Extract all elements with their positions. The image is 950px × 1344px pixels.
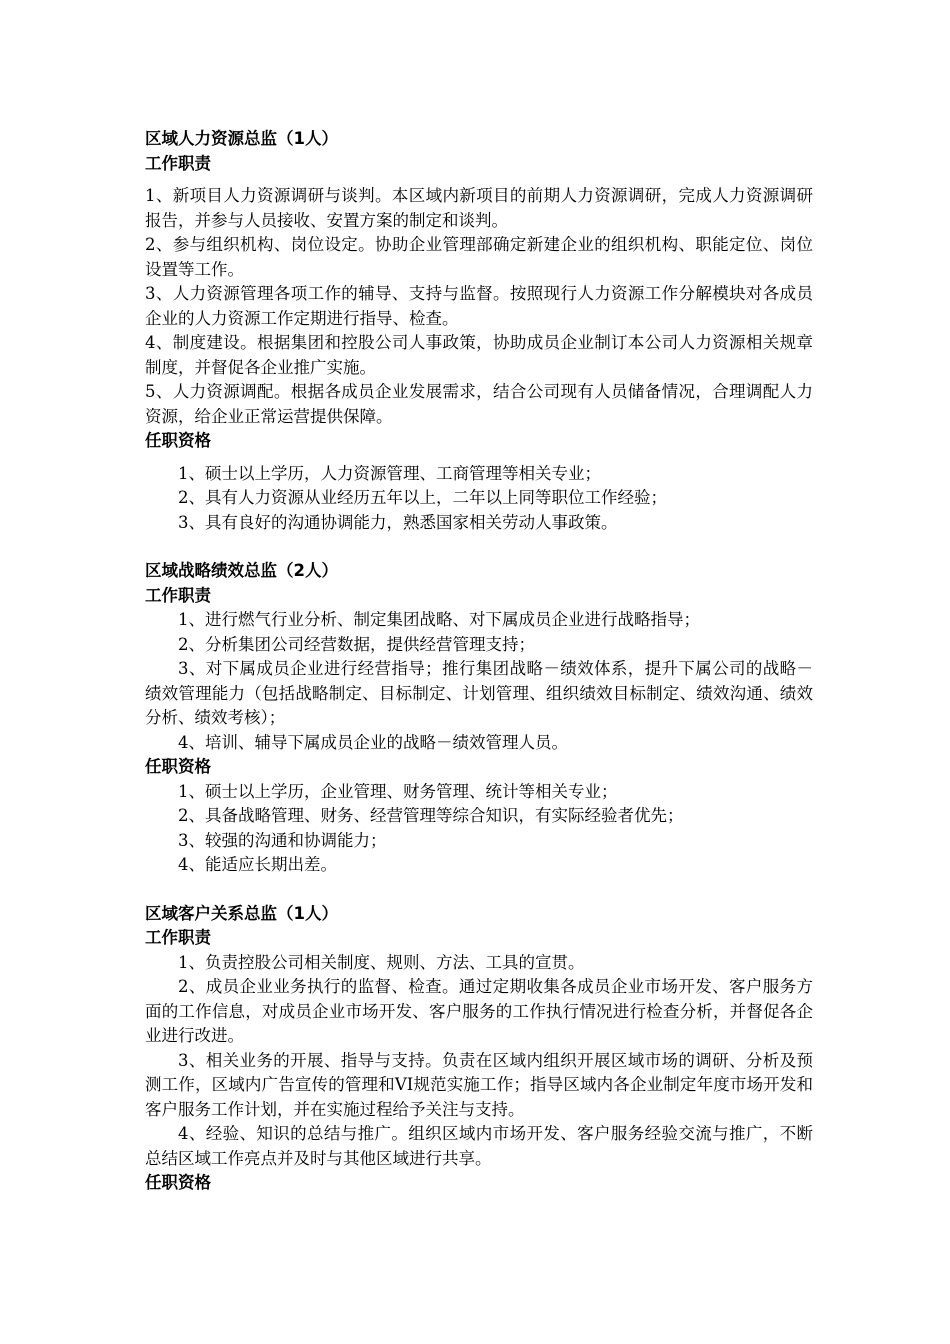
duty-item: 1、负责控股公司相关制度、规则、方法、工具的宣贯。 (178, 952, 585, 972)
qual-heading: 任职资格 (145, 757, 211, 776)
duty-item: 2、成员企业业务执行的监督、检查。通过定期收集各成员企业市场开发、客户服务方面的工作信息，对成员企业市场开发、客户服务的工作执行情况进行检查分析，并督促各企业进行改进。 (145, 977, 813, 1045)
duty-item: 2、分析集团公司经营数据，提供经营管理支持； (178, 634, 535, 654)
qual-item: 3、具有良好的沟通协调能力，熟悉国家相关劳动人事政策。 (178, 512, 618, 532)
duty-item: 5、人力资源调配。根据各成员企业发展需求，结合公司现有人员储备情况，合理调配人力资源，给企业正常运营提供保障。 (145, 382, 813, 426)
duty-item: 2、参与组织机构、岗位设定。协助企业管理部确定新建企业的组织机构、职能定位、岗位设置等工作。 (145, 235, 813, 279)
qual-item: 2、具备战略管理、财务、经营管理等综合知识，有实际经验者优先； (178, 806, 684, 825)
duty-item: 4、培训、辅导下属成员企业的战略－绩效管理人员。 (178, 732, 568, 752)
section-title: 区域战略绩效总监（2人） (145, 561, 338, 580)
section-customer-director (145, 902, 813, 1196)
qual-item: 3、较强的沟通和协调能力； (178, 830, 387, 850)
section-strategy-director (145, 559, 813, 878)
duty-item: 4、制度建设。根据集团和控股公司人事政策，协助成员企业制订本公司人力资源相关规章制度，并督促各企业推广实施。 (145, 333, 813, 377)
qual-item: 2、具有人力资源从业经历五年以上，二年以上同等职位工作经验； (178, 488, 667, 507)
duties-heading: 工作职责 (145, 153, 211, 173)
duty-item: 3、人力资源管理各项工作的辅导、支持与监督。按照现行人力资源工作分解模块对各成员企业的人力资源工作定期进行指导、检查。 (145, 284, 813, 328)
section-title: 区域客户关系总监（1人） (145, 903, 338, 923)
qual-item: 1、硕士以上学历，企业管理、财务管理、统计等相关专业； (178, 781, 618, 801)
qual-item: 4、能适应长期出差。 (178, 855, 337, 874)
qual-heading: 任职资格 (145, 1173, 211, 1192)
qual-item: 1、硕士以上学历，人力资源管理、工商管理等相关专业； (178, 463, 601, 483)
duty-item: 3、相关业务的开展、指导与支持。负责在区域内组织开展区域市场的调研、分析及预测工作，区域内广告宣传的管理和VI规范实施工作；指导区域内各企业制定年度市场开发和客户服务工作计划，并在实施过程给予关注与支持。 (145, 1050, 813, 1119)
qual-heading: 任职资格 (145, 431, 211, 450)
duty-item: 3、对下属成员企业进行经营指导；推行集团战略－绩效体系，提升下属公司的战略－绩效管理能力（包括战略制定、目标制定、计划管理、组织绩效目标制定、绩效沟通、绩效分析、绩效考核）； (145, 659, 813, 727)
duties-heading: 工作职责 (145, 928, 211, 947)
duty-item: 1、进行燃气行业分析、制定集团战略、对下属成员企业进行战略指导； (178, 610, 700, 629)
duties-heading: 工作职责 (145, 585, 211, 605)
document-page (145, 127, 813, 1196)
duty-item: 1、新项目人力资源调研与谈判。本区域内新项目的前期人力资源调研，完成人力资源调研报告，并参与人员接收、安置方案的制定和谈判。 (145, 186, 813, 230)
duty-item: 4、经验、知识的总结与推广。组织区域内市场开发、客户服务经验交流与推广，不断总结区域工作亮点并及时与其他区域进行共享。 (145, 1124, 813, 1168)
section-hr-director (145, 127, 813, 535)
section-title: 区域人力资源总监（1人） (145, 129, 338, 148)
